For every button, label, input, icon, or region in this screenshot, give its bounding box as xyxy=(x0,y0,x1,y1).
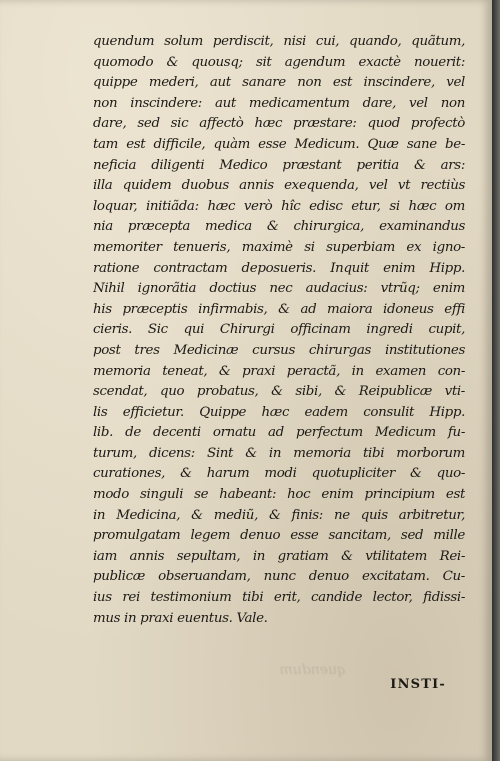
catchword: INSTI- xyxy=(390,677,446,692)
text-line: quomodo & quousq; sit agendum exactè nouerit: xyxy=(93,54,465,70)
text-line: quendum solum perdiscit, nisi cui, quando, quãtum, xyxy=(93,34,465,49)
show-through-text: quendum xyxy=(279,662,346,678)
text-line: Nihil ignorãtia doctius nec audacius: vtrũq; enim xyxy=(93,281,465,297)
text-line: turum, dicens: Sint & in memoria tibi morborum xyxy=(93,445,465,461)
text-line: quippe mederi, aut sanare non est inscindere, vel xyxy=(93,75,465,91)
text-line: publicæ obseruandam, nunc denuo excitatam. Cu- xyxy=(93,569,465,585)
text-line: his præceptis infirmabis, & ad maiora idoneus effi xyxy=(93,301,465,317)
text-line: tam est difficile, quàm esse Medicum. Quæ sane be- xyxy=(93,136,465,152)
text-line: cieris. Sic qui Chirurgi officinam ingredi cupit, xyxy=(93,322,465,338)
text-line: loquar, initiãda: hæc verò hîc edisc etur, si hæc om xyxy=(93,198,465,214)
text-line: scendat, quo probatus, & sibi, & Reipublicæ vti- xyxy=(93,384,465,400)
text-line: modo singuli se habeant: hoc enim principium est xyxy=(93,487,465,503)
text-line: mus in praxi euentus. Vale. xyxy=(93,610,268,626)
text-line: memoriter tenueris, maximè si superbiam ex igno- xyxy=(93,239,465,255)
text-line: post tres Medicinæ cursus chirurgas institutiones xyxy=(93,342,465,358)
text-line: promulgatam legem denuo esse sancitam, sed mille xyxy=(93,528,465,544)
text-line: illa quidem duobus annis exequenda, vel vt rectiùs xyxy=(93,178,465,194)
text-line: iam annis sepultam, in gratiam & vtilitatem Rei- xyxy=(93,548,465,564)
text-line: ius rei testimonium tibi erit, candide lector, fidissi- xyxy=(93,590,465,606)
text-line: neficia diligenti Medico præstant peritia & ars: xyxy=(93,157,465,173)
text-line: lib. de decenti ornatu ad perfectum Medicum fu- xyxy=(93,425,465,441)
text-line: in Medicina, & mediũ, & finis: ne quis arbitretur, xyxy=(93,507,465,523)
page-edge xyxy=(492,0,500,761)
text-line: lis efficietur. Quippe hæc eadem consulit Hipp. xyxy=(93,404,465,420)
text-block xyxy=(93,32,465,629)
text-line: nia præcepta medica & chirurgica, examinandus xyxy=(93,219,465,235)
text-line: memoria teneat, & praxi peractã, in examen con- xyxy=(93,363,465,379)
text-line: ratione contractam deposueris. Inquit enim Hipp. xyxy=(93,260,465,276)
text-line: non inscindere: aut medicamentum dare, vel non xyxy=(93,95,465,111)
text-line: dare, sed sic affectò hæc præstare: quod profectò xyxy=(93,116,465,132)
text-line: curationes, & harum modi quotupliciter & quo- xyxy=(93,466,465,482)
